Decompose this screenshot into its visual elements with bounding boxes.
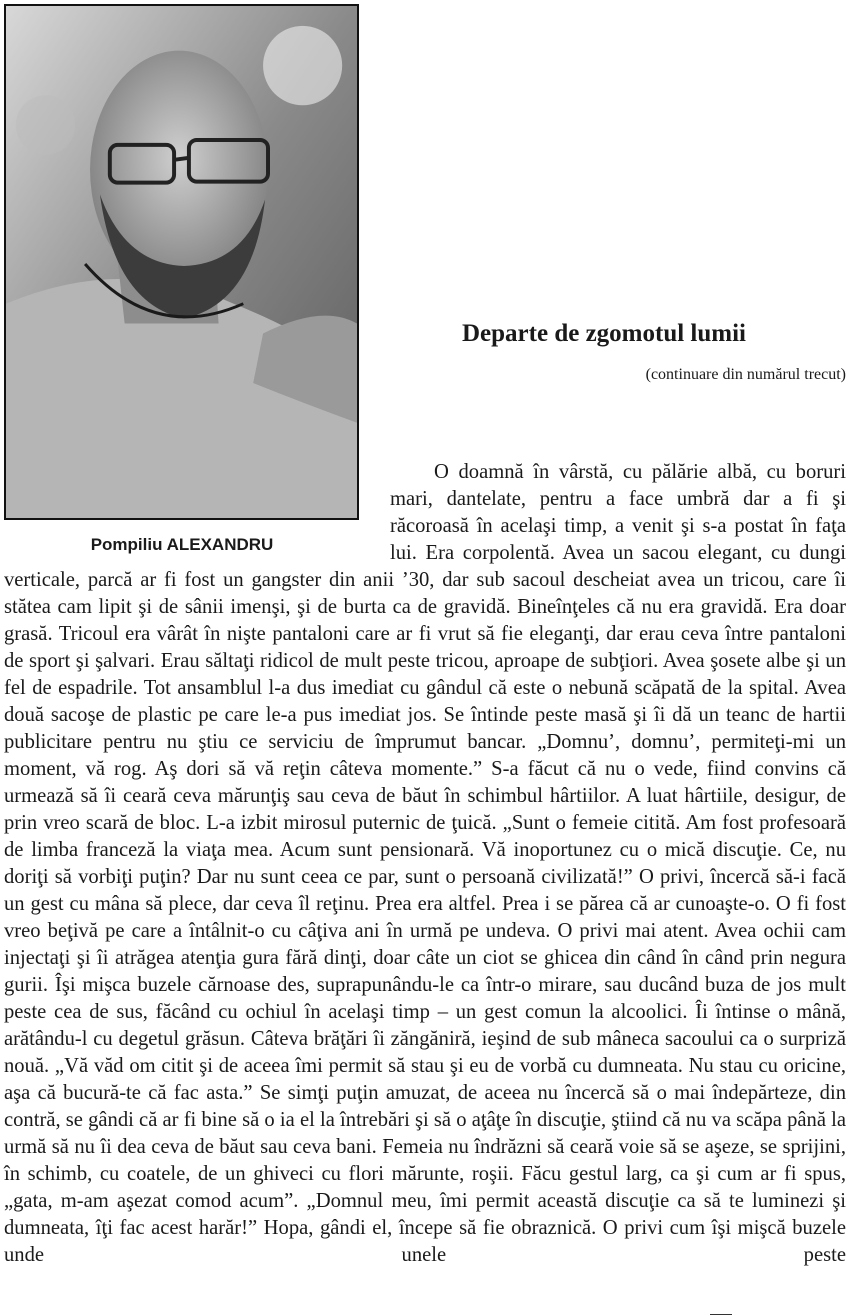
article-subtitle: (continuare din numărul trecut) (645, 366, 846, 383)
article-title: Departe de zgomotul lumii (462, 320, 746, 347)
article-paragraph (4, 459, 846, 1269)
article-text: O doamnă în vârstă, cu pălărie albă, cu boruri mari, dantelate, pentru a face umbră dar a fi şi răcoroasă în acelaşi timp, a venit şi s-a postat în faţa lui. Era corpolentă. Avea un sacou elegant, cu dungi verticale, parcă ar fi fost un gangster din anii ’30, dar sub sacoul descheiat avea un tricou, care îi stătea cam lipit şi de sânii imenşi, şi de burta ca de gravidă. Bineînţeles că nu era gravidă. Era doar grasă. Tricoul era vârât în nişte pantaloni care ar fi vrut să fie eleganţi, dar erau ceva între pantaloni de sport şi şalvari. Erau săltaţi ridicol de mult peste tricou, aproape de subţiori. Avea şosete albe şi un fel de espadrile. Tot ansamblul l-a dus imediat cu gândul că este o nebună scăpată de la spital. Avea două sacoşe de plastic pe care le-a pus imediat jos. Se întinde peste masă şi îi dă un teanc de hartii publicitare pentru nu ştiu ce serviciu de împrumut bancar. „Domnu’, domnu’, permiteţi-mi un moment, vă rog. Aş dori să vă reţin câteva momente.” S-a făcut că nu o vede, fiind convins că urmează să îi ceară ceva mărunţiş sau ceva de băut în schimbul hârtiilor. A luat hârtiile, desigur, de prin vreo scară de bloc. L-a izbit mirosul puternic de ţuică. „Sunt o femeie citită. Am fost profesoară de limba franceză la viaţa mea. Acum sunt pensionară. Vă inoportunez cu o mică discuţie. Ce, nu doriţi să vorbiţi puţin? Dar nu sunt ceea ce par, sunt o persoană civilizată!” O privi, încercă să-i facă un gest cu mâna să plece, dar ceva îl reţinu. Prea era altfel. Prea i se părea că ar cunoaşte-o. O fi fost vreo beţivă pe care a întâlnit-o cu câţiva ani în urmă pe undeva. O privi mai atent. Avea ochii cam injectaţi şi îi atrăgea atenţia gura fără dinţi, doar câte un ciot se ghicea din când în când prin negura gurii. Îşi mişca buzele cărnoase des, suprapunându-le ca într-o mirare, sau ducând buza de jos mult peste cea de sus, făcând cu ochiul în acelaşi timp – un gest comun la alcoolici. Îi întinse o mână, arătându-l cu degetul grăsun. Câteva brăţări îi zăngăniră, ieşind de sub mâneca sacoului ca o surpriză nouă. „Vă văd om citit şi de aceea îmi permit să stau şi eu de vorbă cu dumneata. Nu stau cu oricine, aşa că bucură-te că fac asta.” Se simţi puţin amuzat, de aceea nu încercă să o mai îndepărteze, din contră, se gândi că ar fi bine să o ia el la întrebări şi să o aţâţe în discuţie, ştiind că nu va scăpa până la urmă să nu îi dea ceva de băut sau ceva bani. Femeia nu îndrăzni să ceară voie să se aşeze, se sprijini, în schimb, cu coatele, de un ghiveci cu flori mărunte, roşii. Făcu gestul larg, ca şi cum ar fi spus, „gata, m-am aşezat comod acum”. „Domnul meu, îmi permit această discuţie ca să te luminezi şi dumneata, îţi fac acest harăr!” Hopa, gândi el, începe să fie obraznică. O privi cum îşi mişcă buzele unde unele peste (4, 461, 846, 1266)
article-body (4, 459, 846, 1269)
page-continuation-mark (710, 1300, 732, 1315)
author-name: Pompiliu ALEXANDRU (90, 535, 274, 554)
portrait-image (6, 6, 357, 518)
photo-wrap-spacer (4, 459, 390, 567)
author-portrait-photo (4, 4, 359, 520)
